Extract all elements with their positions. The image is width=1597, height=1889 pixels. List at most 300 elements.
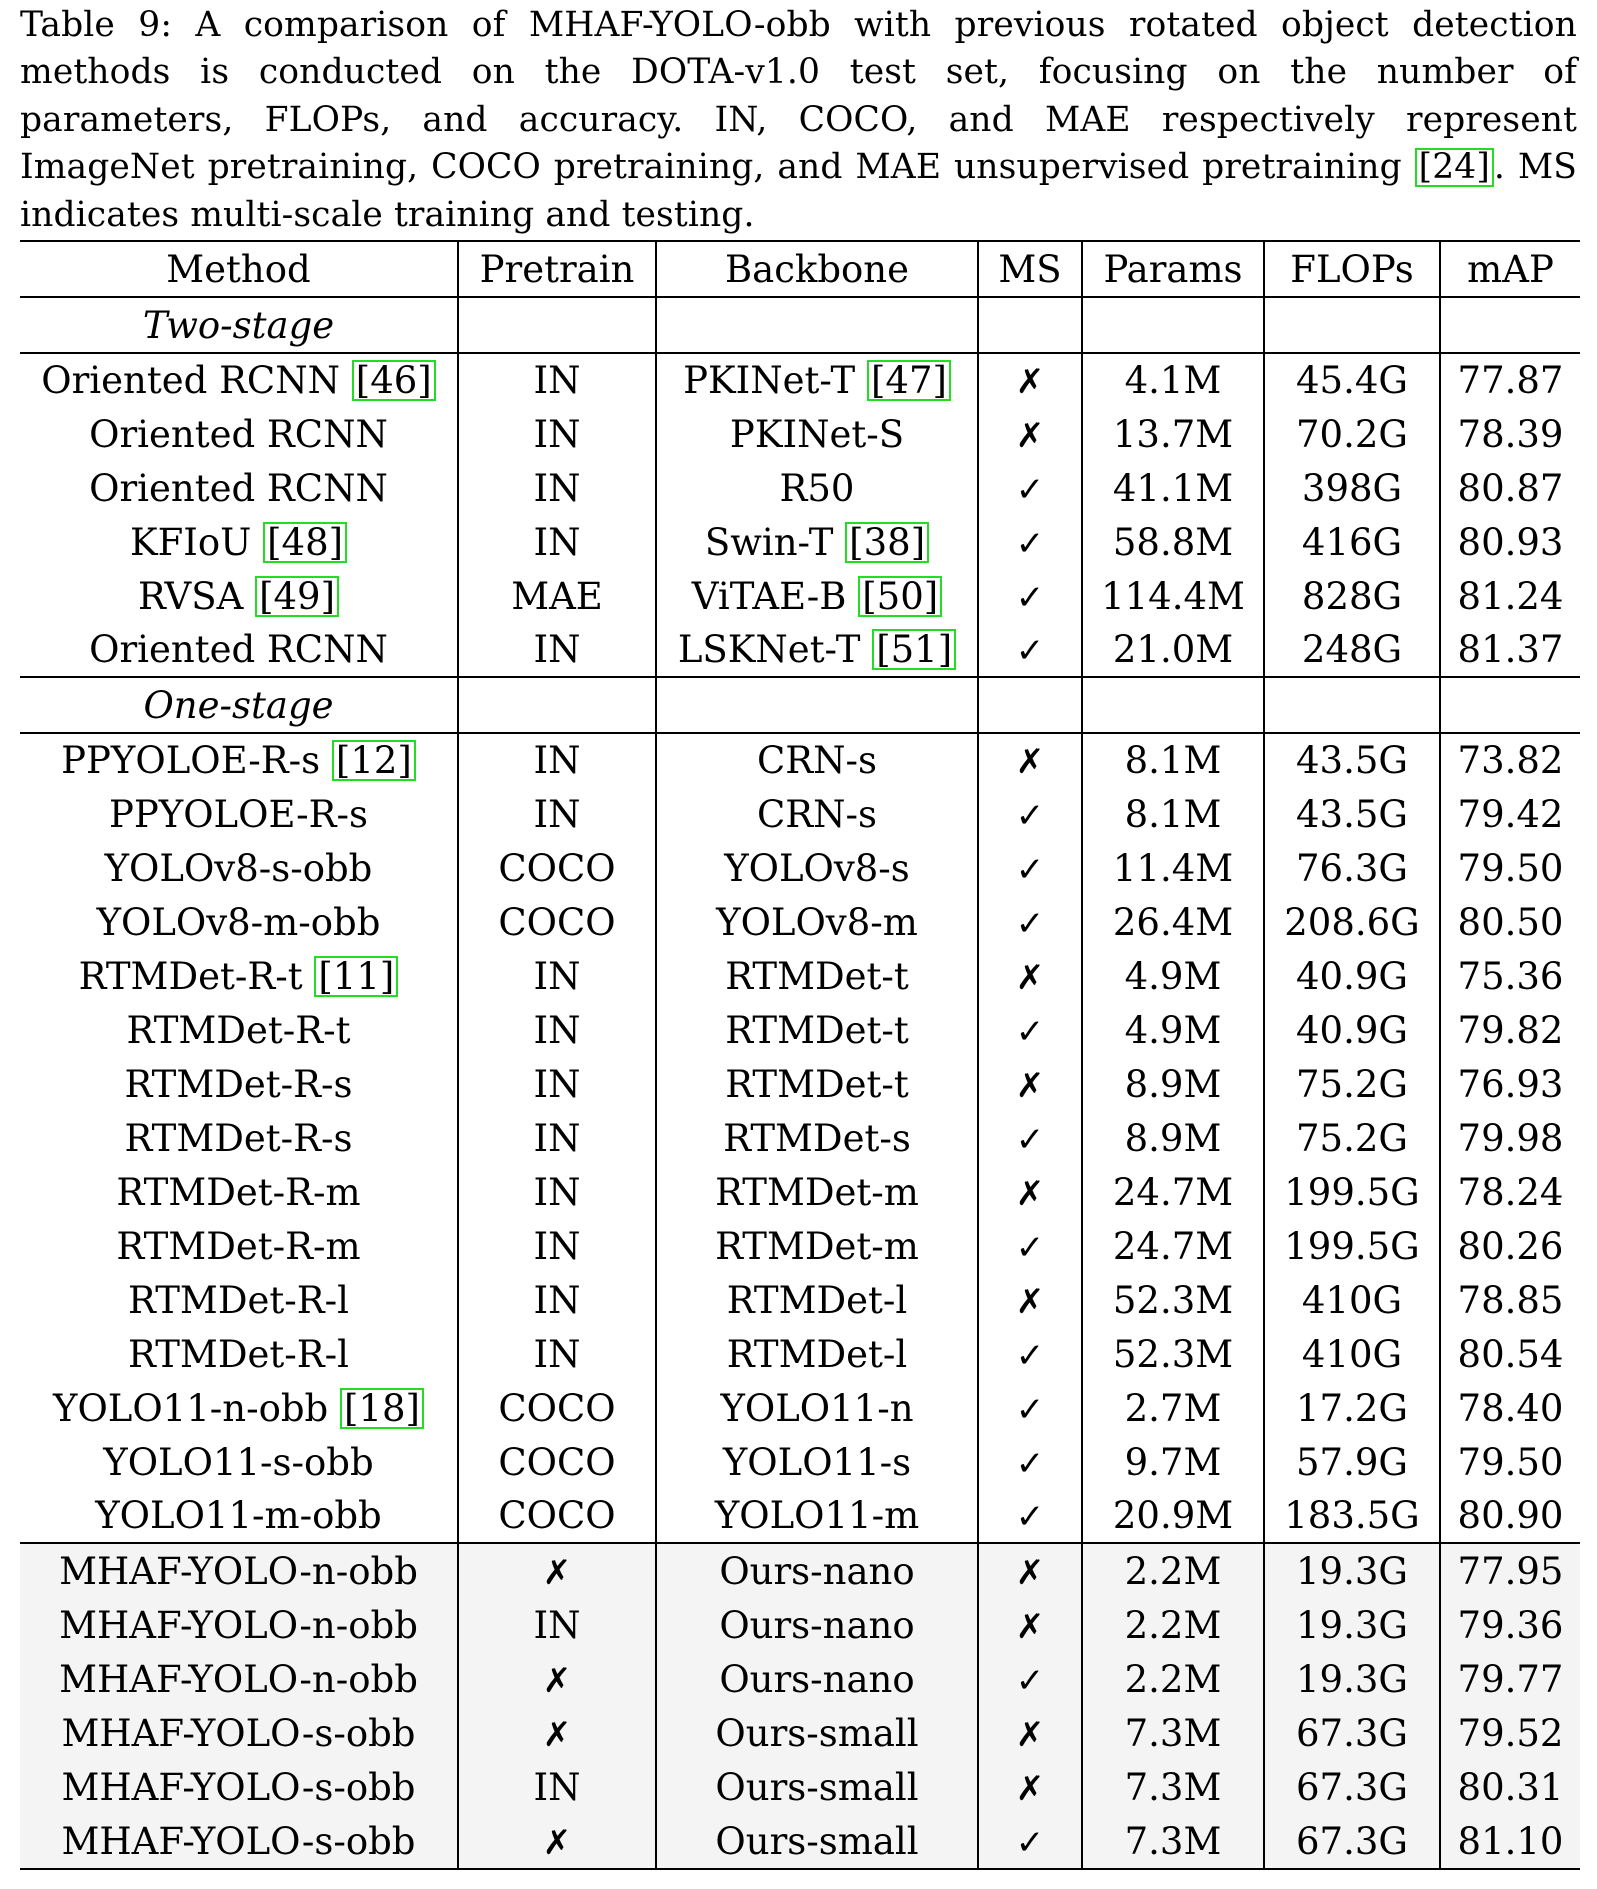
table-row (20, 353, 1580, 407)
empty-cell (1440, 297, 1580, 353)
method-cell (20, 1327, 458, 1381)
ms-cell (978, 949, 1082, 1003)
params-cell: 7.3M (1082, 1814, 1264, 1869)
map-cell: 79.98 (1440, 1111, 1580, 1165)
params-cell: 7.3M (1082, 1760, 1264, 1814)
ms-cell (978, 787, 1082, 841)
params-cell: 26.4M (1082, 895, 1264, 949)
map-cell: 76.93 (1440, 1057, 1580, 1111)
backbone-cell-text: Ours-small (715, 1711, 919, 1755)
method-cell (20, 1706, 458, 1760)
empty-cell (1264, 297, 1440, 353)
backbone-cell-text: LSKNet-T (677, 628, 861, 671)
cross-mark-icon: ✗ (1015, 1606, 1045, 1647)
backbone-cell (656, 949, 978, 1003)
header-params: Params (1082, 241, 1264, 297)
backbone-cell (656, 1111, 978, 1165)
backbone-cell-text: Ours-small (715, 1765, 919, 1809)
table-row (20, 841, 1580, 895)
method-cell (20, 1381, 458, 1435)
method-cell-text: RTMDet-R-t (126, 1008, 351, 1052)
params-cell: 58.8M (1082, 515, 1264, 569)
map-cell: 79.82 (1440, 1003, 1580, 1057)
method-cell-text: MHAF-YOLO-n-obb (59, 1657, 418, 1701)
cross-mark-icon: ✗ (1015, 1173, 1045, 1214)
backbone-cell-text: ViTAE-B (691, 574, 847, 618)
pretrain-cell: IN (458, 515, 656, 569)
map-cell: 81.24 (1440, 569, 1580, 623)
params-cell: 21.0M (1082, 623, 1264, 677)
method-cell (20, 1111, 458, 1165)
flops-cell: 45.4G (1264, 353, 1440, 407)
cross-mark-icon: ✗ (1015, 1768, 1045, 1809)
check-mark-icon: ✓ (1015, 1119, 1045, 1160)
check-mark-icon: ✓ (1015, 1335, 1045, 1376)
ms-cell (978, 1381, 1082, 1435)
ms-cell (978, 1814, 1082, 1869)
backbone-cell (656, 841, 978, 895)
backbone-cell (656, 407, 978, 461)
table-row (20, 1652, 1580, 1706)
map-cell: 79.77 (1440, 1652, 1580, 1706)
pretrain-cell: IN (458, 1273, 656, 1327)
flops-cell: 416G (1264, 515, 1440, 569)
citation-link[interactable]: [12] (332, 740, 416, 781)
map-cell: 79.50 (1440, 841, 1580, 895)
map-cell: 78.24 (1440, 1165, 1580, 1219)
table-row (20, 1381, 1580, 1435)
check-mark-icon: ✓ (1015, 1443, 1045, 1484)
method-cell (20, 623, 458, 677)
flops-cell: 75.2G (1264, 1057, 1440, 1111)
params-cell: 4.1M (1082, 353, 1264, 407)
pretrain-cell: IN (458, 1057, 656, 1111)
method-cell (20, 1814, 458, 1869)
method-cell (20, 1057, 458, 1111)
method-cell (20, 1219, 458, 1273)
pretrain-cell: IN (458, 1760, 656, 1814)
method-cell (20, 1760, 458, 1814)
params-cell: 20.9M (1082, 1489, 1264, 1543)
section-header-row (20, 297, 1580, 353)
cross-mark-icon: ✗ (1015, 1714, 1045, 1755)
backbone-cell-text: YOLOv8-m (716, 900, 918, 944)
backbone-cell (656, 1543, 978, 1598)
method-cell-text: PPYOLOE-R-s (61, 739, 321, 782)
flops-cell: 40.9G (1264, 949, 1440, 1003)
method-cell (20, 461, 458, 515)
section-label: Two-stage (20, 297, 458, 353)
backbone-cell-text: R50 (779, 466, 855, 510)
backbone-cell-text: PKINet-T (683, 359, 856, 402)
map-cell: 75.36 (1440, 949, 1580, 1003)
empty-cell (978, 297, 1082, 353)
backbone-cell-text: CRN-s (756, 739, 878, 782)
citation-link[interactable]: [48] (263, 522, 347, 563)
ms-cell (978, 895, 1082, 949)
backbone-cell (656, 1273, 978, 1327)
table-row (20, 733, 1580, 787)
check-mark-icon: ✓ (1015, 1389, 1045, 1430)
params-cell: 8.9M (1082, 1111, 1264, 1165)
map-cell: 80.87 (1440, 461, 1580, 515)
ms-cell (978, 461, 1082, 515)
flops-cell: 40.9G (1264, 1003, 1440, 1057)
method-cell-text: RTMDet-R-m (116, 1224, 361, 1268)
caption-text: Table 9: A comparison of MHAF-YOLO-obb with previous rotated object detection methods is conducted on the DOTA-v1.0 test set, focusing on the number of parameters, FLOPs, and accuracy. IN, COCO, and MAE respectively represent ImageNet pretraining, COCO pretraining, and MAE unsupervised pretraining (20, 5, 1577, 188)
flops-cell: 67.3G (1264, 1814, 1440, 1869)
backbone-cell-text: RTMDet-t (725, 1008, 909, 1052)
header-backbone: Backbone (656, 241, 978, 297)
pretrain-cell: IN (458, 1003, 656, 1057)
ms-cell (978, 353, 1082, 407)
flops-cell: 208.6G (1264, 895, 1440, 949)
flops-cell: 67.3G (1264, 1706, 1440, 1760)
check-mark-icon: ✓ (1015, 849, 1045, 890)
params-cell: 11.4M (1082, 841, 1264, 895)
backbone-cell (656, 1057, 978, 1111)
pretrain-cell: IN (458, 1598, 656, 1652)
flops-cell: 183.5G (1264, 1489, 1440, 1543)
check-mark-icon: ✓ (1015, 903, 1045, 944)
header-flops: FLOPs (1264, 241, 1440, 297)
ms-cell (978, 1598, 1082, 1652)
cross-mark-icon: ✗ (1015, 415, 1045, 456)
table-row (20, 461, 1580, 515)
method-cell-text: MHAF-YOLO-s-obb (61, 1819, 416, 1863)
table-row (20, 1489, 1580, 1543)
ms-cell (978, 1003, 1082, 1057)
pretrain-cell (458, 1814, 656, 1869)
method-cell-text: RTMDet-R-t (78, 954, 303, 998)
cross-mark-icon: ✗ (542, 1552, 572, 1593)
backbone-cell (656, 515, 978, 569)
backbone-cell (656, 569, 978, 623)
check-mark-icon: ✓ (1015, 1011, 1045, 1052)
map-cell: 79.36 (1440, 1598, 1580, 1652)
empty-cell (1082, 677, 1264, 733)
backbone-cell-text: YOLO11-m (714, 1494, 920, 1537)
citation-link[interactable]: [46] (352, 360, 436, 401)
check-mark-icon: ✓ (1015, 1497, 1045, 1537)
map-cell: 79.50 (1440, 1435, 1580, 1489)
table-row (20, 1435, 1580, 1489)
params-cell: 7.3M (1082, 1706, 1264, 1760)
pretrain-cell: COCO (458, 1489, 656, 1543)
check-mark-icon: ✓ (1015, 1660, 1045, 1701)
map-cell: 77.87 (1440, 353, 1580, 407)
flops-cell: 19.3G (1264, 1652, 1440, 1706)
flops-cell: 75.2G (1264, 1111, 1440, 1165)
cross-mark-icon: ✗ (1015, 957, 1045, 998)
table-row (20, 895, 1580, 949)
table-row (20, 1814, 1580, 1869)
map-cell: 79.52 (1440, 1706, 1580, 1760)
pretrain-cell: IN (458, 1165, 656, 1219)
header-ms: MS (978, 241, 1082, 297)
method-cell-text: RVSA (137, 574, 244, 618)
map-cell: 80.50 (1440, 895, 1580, 949)
method-cell-text: YOLO11-m-obb (95, 1494, 382, 1537)
backbone-cell (656, 1760, 978, 1814)
ms-cell (978, 515, 1082, 569)
map-cell: 81.10 (1440, 1814, 1580, 1869)
params-cell: 52.3M (1082, 1273, 1264, 1327)
method-cell-text: PPYOLOE-R-s (109, 792, 368, 836)
method-cell-text: MHAF-YOLO-s-obb (61, 1711, 416, 1755)
backbone-cell (656, 1003, 978, 1057)
params-cell: 41.1M (1082, 461, 1264, 515)
method-cell (20, 515, 458, 569)
citation-link[interactable]: [11] (314, 956, 398, 997)
empty-cell (978, 677, 1082, 733)
params-cell: 2.2M (1082, 1543, 1264, 1598)
citation-link[interactable]: [24] (1415, 148, 1494, 187)
method-cell (20, 1598, 458, 1652)
flops-cell: 828G (1264, 569, 1440, 623)
method-cell-text: RTMDet-R-s (124, 1062, 353, 1106)
backbone-cell-text: YOLO11-n (720, 1386, 914, 1430)
params-cell: 24.7M (1082, 1219, 1264, 1273)
check-mark-icon: ✓ (1015, 1227, 1045, 1268)
method-cell-text: Oriented RCNN (89, 466, 388, 510)
ms-cell (978, 1165, 1082, 1219)
method-cell-text: RTMDet-R-m (116, 1170, 361, 1214)
params-cell: 8.1M (1082, 787, 1264, 841)
flops-cell: 76.3G (1264, 841, 1440, 895)
flops-cell: 199.5G (1264, 1219, 1440, 1273)
empty-cell (1082, 297, 1264, 353)
method-cell-text: YOLOv8-m-obb (96, 900, 381, 944)
ms-cell (978, 1543, 1082, 1598)
cross-mark-icon: ✗ (1015, 1552, 1045, 1593)
caption-text-end: . MS indicates multi-scale training and testing. (20, 147, 1577, 235)
table-row (20, 1273, 1580, 1327)
pretrain-cell (458, 1706, 656, 1760)
backbone-cell (656, 1598, 978, 1652)
map-cell: 80.31 (1440, 1760, 1580, 1814)
backbone-cell-text: RTMDet-l (726, 1278, 908, 1322)
method-cell-text: YOLO11-n-obb (53, 1386, 329, 1430)
cross-mark-icon: ✗ (1015, 742, 1045, 782)
method-cell (20, 733, 458, 787)
backbone-cell-text: Ours-nano (719, 1549, 915, 1593)
table-row (20, 1165, 1580, 1219)
empty-cell (1264, 677, 1440, 733)
flops-cell: 67.3G (1264, 1760, 1440, 1814)
results-table (20, 240, 1580, 1870)
citation-link[interactable]: [47] (867, 360, 951, 401)
method-cell-text: YOLO11-s-obb (103, 1440, 374, 1484)
pretrain-cell: COCO (458, 1381, 656, 1435)
table-row (20, 569, 1580, 623)
pretrain-cell: IN (458, 1111, 656, 1165)
cross-mark-icon: ✗ (1015, 1281, 1045, 1322)
backbone-cell-text: RTMDet-t (725, 954, 909, 998)
citation-link[interactable]: [49] (255, 576, 339, 617)
table-row (20, 515, 1580, 569)
ms-cell (978, 733, 1082, 787)
ms-cell (978, 1489, 1082, 1543)
table-row (20, 1598, 1580, 1652)
map-cell: 81.37 (1440, 623, 1580, 677)
backbone-cell-text: YOLO11-s (722, 1440, 912, 1484)
params-cell: 114.4M (1082, 569, 1264, 623)
method-cell (20, 1165, 458, 1219)
method-cell (20, 895, 458, 949)
citation-link[interactable]: [50] (858, 576, 942, 617)
flops-cell: 398G (1264, 461, 1440, 515)
params-cell: 2.2M (1082, 1652, 1264, 1706)
citation-link[interactable]: [18] (340, 1388, 424, 1429)
method-cell (20, 407, 458, 461)
ms-cell (978, 407, 1082, 461)
flops-cell: 17.2G (1264, 1381, 1440, 1435)
params-cell: 4.9M (1082, 1003, 1264, 1057)
method-cell-text: YOLOv8-s-obb (104, 846, 373, 890)
backbone-cell (656, 461, 978, 515)
map-cell: 77.95 (1440, 1543, 1580, 1598)
citation-link[interactable]: [38] (845, 522, 929, 563)
map-cell: 73.82 (1440, 733, 1580, 787)
params-cell: 8.9M (1082, 1057, 1264, 1111)
pretrain-cell: IN (458, 1327, 656, 1381)
params-cell: 4.9M (1082, 949, 1264, 1003)
ours-body (20, 1543, 1580, 1869)
pretrain-cell: COCO (458, 1435, 656, 1489)
method-cell-text: MHAF-YOLO-s-obb (61, 1765, 416, 1809)
ms-cell (978, 1273, 1082, 1327)
empty-cell (1440, 677, 1580, 733)
flops-cell: 199.5G (1264, 1165, 1440, 1219)
map-cell: 80.93 (1440, 515, 1580, 569)
flops-cell: 70.2G (1264, 407, 1440, 461)
sections-body (20, 297, 1580, 1543)
backbone-cell-text: Swin-T (704, 520, 834, 564)
check-mark-icon: ✓ (1015, 1822, 1045, 1863)
method-cell-text: RTMDet-R-l (128, 1278, 349, 1322)
empty-cell (458, 297, 656, 353)
table-row (20, 623, 1580, 677)
cross-mark-icon: ✗ (542, 1822, 572, 1863)
method-cell-text: Oriented RCNN (41, 359, 340, 402)
header-method: Method (20, 241, 458, 297)
table-row (20, 787, 1580, 841)
method-cell-text: MHAF-YOLO-n-obb (59, 1549, 418, 1593)
ms-cell (978, 1435, 1082, 1489)
map-cell: 78.85 (1440, 1273, 1580, 1327)
backbone-cell (656, 1219, 978, 1273)
method-cell-text: KFIoU (129, 520, 252, 564)
cross-mark-icon: ✗ (1015, 1065, 1045, 1106)
method-cell (20, 1543, 458, 1598)
table-caption (20, 2, 1577, 239)
table-row (20, 1219, 1580, 1273)
params-cell: 2.7M (1082, 1381, 1264, 1435)
check-mark-icon: ✓ (1015, 631, 1045, 671)
table-row (20, 949, 1580, 1003)
ms-cell (978, 1327, 1082, 1381)
method-cell-text: MHAF-YOLO-n-obb (59, 1603, 418, 1647)
params-cell: 52.3M (1082, 1327, 1264, 1381)
backbone-cell (656, 1381, 978, 1435)
method-cell (20, 1273, 458, 1327)
empty-cell (458, 677, 656, 733)
pretrain-cell: IN (458, 787, 656, 841)
header-map: mAP (1440, 241, 1580, 297)
check-mark-icon: ✓ (1015, 469, 1045, 510)
method-cell (20, 1652, 458, 1706)
header-pretrain: Pretrain (458, 241, 656, 297)
method-cell (20, 949, 458, 1003)
table-row (20, 1003, 1580, 1057)
cross-mark-icon: ✗ (542, 1660, 572, 1701)
params-cell: 24.7M (1082, 1165, 1264, 1219)
cross-mark-icon: ✗ (542, 1714, 572, 1755)
table-row (20, 407, 1580, 461)
flops-cell: 19.3G (1264, 1543, 1440, 1598)
pretrain-cell: IN (458, 461, 656, 515)
pretrain-cell: IN (458, 407, 656, 461)
backbone-cell-text: RTMDet-t (725, 1062, 909, 1106)
backbone-cell-text: PKINet-S (729, 412, 905, 456)
flops-cell: 248G (1264, 623, 1440, 677)
table-row (20, 1760, 1580, 1814)
pretrain-cell (458, 1652, 656, 1706)
method-cell (20, 787, 458, 841)
pretrain-cell: COCO (458, 841, 656, 895)
backbone-cell (656, 1327, 978, 1381)
flops-cell: 410G (1264, 1273, 1440, 1327)
pretrain-cell: IN (458, 353, 656, 407)
pretrain-cell: IN (458, 1219, 656, 1273)
table-row (20, 1327, 1580, 1381)
section-label: One-stage (20, 677, 458, 733)
flops-cell: 43.5G (1264, 733, 1440, 787)
pretrain-cell: MAE (458, 569, 656, 623)
pretrain-cell: IN (458, 949, 656, 1003)
map-cell: 80.54 (1440, 1327, 1580, 1381)
flops-cell: 57.9G (1264, 1435, 1440, 1489)
backbone-cell (656, 1165, 978, 1219)
header-row (20, 241, 1580, 297)
check-mark-icon: ✓ (1015, 577, 1045, 618)
map-cell: 78.39 (1440, 407, 1580, 461)
ms-cell (978, 1706, 1082, 1760)
ms-cell (978, 1760, 1082, 1814)
method-cell-text: Oriented RCNN (89, 412, 388, 456)
citation-link[interactable]: [51] (872, 629, 956, 670)
backbone-cell (656, 733, 978, 787)
backbone-cell (656, 1435, 978, 1489)
method-cell (20, 1489, 458, 1543)
backbone-cell (656, 353, 978, 407)
method-cell (20, 1003, 458, 1057)
table-row (20, 1057, 1580, 1111)
backbone-cell-text: Ours-nano (719, 1603, 915, 1647)
flops-cell: 19.3G (1264, 1598, 1440, 1652)
method-cell (20, 1435, 458, 1489)
map-cell: 80.90 (1440, 1489, 1580, 1543)
check-mark-icon: ✓ (1015, 795, 1045, 836)
backbone-cell-text: Ours-small (715, 1819, 919, 1863)
backbone-cell (656, 787, 978, 841)
backbone-cell-text: Ours-nano (719, 1657, 915, 1701)
section-header-row (20, 677, 1580, 733)
backbone-cell (656, 1814, 978, 1869)
ms-cell (978, 1652, 1082, 1706)
params-cell: 13.7M (1082, 407, 1264, 461)
